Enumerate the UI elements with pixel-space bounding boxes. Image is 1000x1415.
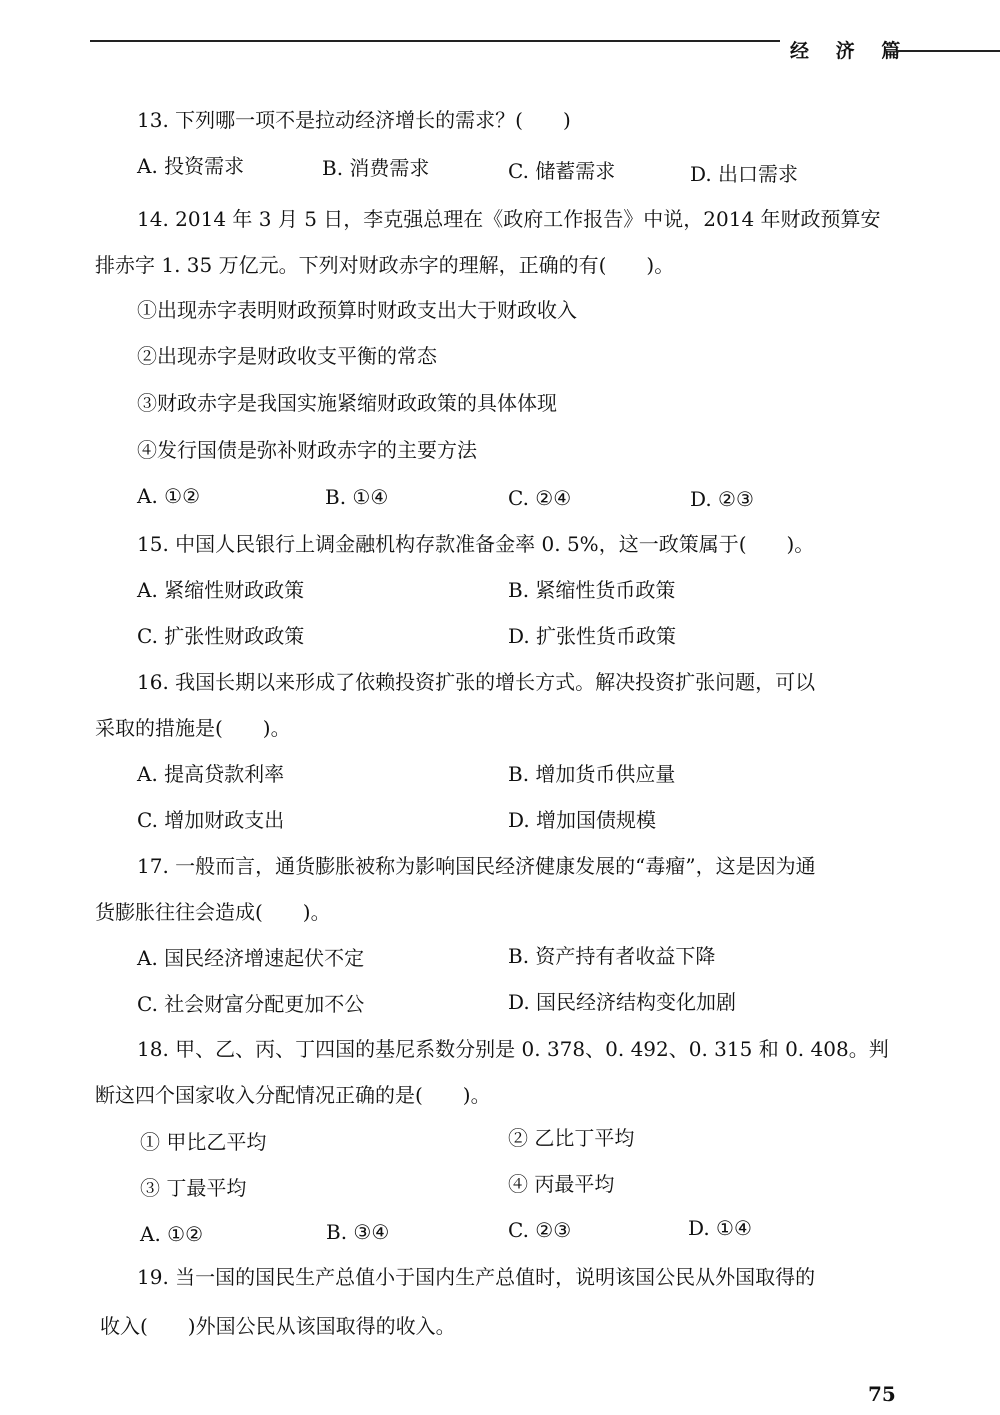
q18-statement-4: ④ 丙最平均 [508,1172,615,1196]
q15-option-c: C. 扩张性财政政策 [137,624,305,648]
q16-option-b: B. 增加货币供应量 [508,762,676,786]
question-19-stem-line2: 收入( )外国公民从该国取得的收入。 [100,1314,456,1338]
q16-option-d: D. 增加国债规模 [508,808,657,832]
q18-statement-1: ① 甲比乙平均 [140,1130,267,1154]
header-rule-left [90,40,780,42]
question-13-stem: 13. 下列哪一项不是拉动经济增长的需求？( ) [137,108,571,132]
q18-option-a: A. ①② [140,1222,204,1246]
q17-option-c: C. 社会财富分配更加不公 [137,992,365,1016]
q13-option-a: A. 投资需求 [137,154,245,178]
q18-option-c: C. ②③ [508,1218,572,1242]
question-18-stem-line2: 断这四个国家收入分配情况正确的是( )。 [95,1083,491,1107]
question-16-stem-line1: 16. 我国长期以来形成了依赖投资扩张的增长方式。解决投资扩张问题，可以 [137,670,816,694]
q18-option-b: B. ③④ [326,1220,390,1244]
q14-statement-1: ①出现赤字表明财政预算时财政支出大于财政收入 [137,298,577,322]
q17-option-b: B. 资产持有者收益下降 [508,944,716,968]
q16-option-c: C. 增加财政支出 [137,808,285,832]
header-rule-right [897,50,1000,52]
q14-statement-4: ④发行国债是弥补财政赤字的主要方法 [137,438,477,462]
q14-option-a: A. ①② [137,484,201,508]
q13-option-c: C. 储蓄需求 [508,159,616,183]
question-18-stem-line1: 18. 甲、乙、丙、丁四国的基尼系数分别是 0. 378、0. 492、0. 315 和 0. 408。判 [137,1037,889,1061]
question-15-stem: 15. 中国人民银行上调金融机构存款准备金率 0. 5%，这一政策属于( )。 [137,532,815,556]
q15-option-b: B. 紧缩性货币政策 [508,578,676,602]
q14-option-c: C. ②④ [508,486,572,510]
q15-option-d: D. 扩张性货币政策 [508,624,677,648]
page-number: 75 [868,1382,896,1406]
q16-option-a: A. 提高贷款利率 [137,762,285,786]
q18-statement-2: ② 乙比丁平均 [508,1126,635,1150]
q18-statement-3: ③ 丁最平均 [140,1176,247,1200]
question-16-stem-line2: 采取的措施是( )。 [95,716,291,740]
section-title: 经 济 篇 [790,40,911,62]
question-17-stem-line2: 货膨胀往往会造成( )。 [95,900,331,924]
q18-option-d: D. ①④ [688,1216,752,1240]
q15-option-a: A. 紧缩性财政政策 [137,578,305,602]
question-14-stem-line2: 排赤字 1. 35 万亿元。下列对财政赤字的理解，正确的有( )。 [95,253,675,277]
question-14-stem-line1: 14. 2014 年 3 月 5 日，李克强总理在《政府工作报告》中说，2014 年财政预算安 [137,207,881,231]
q13-option-b: B. 消费需求 [322,156,430,180]
q14-statement-3: ③财政赤字是我国实施紧缩财政政策的具体体现 [137,391,557,415]
q17-option-d: D. 国民经济结构变化加剧 [508,990,737,1014]
q14-option-b: B. ①④ [325,485,389,509]
question-17-stem-line1: 17. 一般而言，通货膨胀被称为影响国民经济健康发展的“毒瘤”，这是因为通 [137,854,816,878]
q17-option-a: A. 国民经济增速起伏不定 [137,946,365,970]
question-19-stem-line1: 19. 当一国的国民生产总值小于国内生产总值时，说明该国公民从外国取得的 [137,1265,816,1289]
q13-option-d: D. 出口需求 [690,162,799,186]
q14-statement-2: ②出现赤字是财政收支平衡的常态 [137,344,437,368]
q14-option-d: D. ②③ [690,487,754,511]
